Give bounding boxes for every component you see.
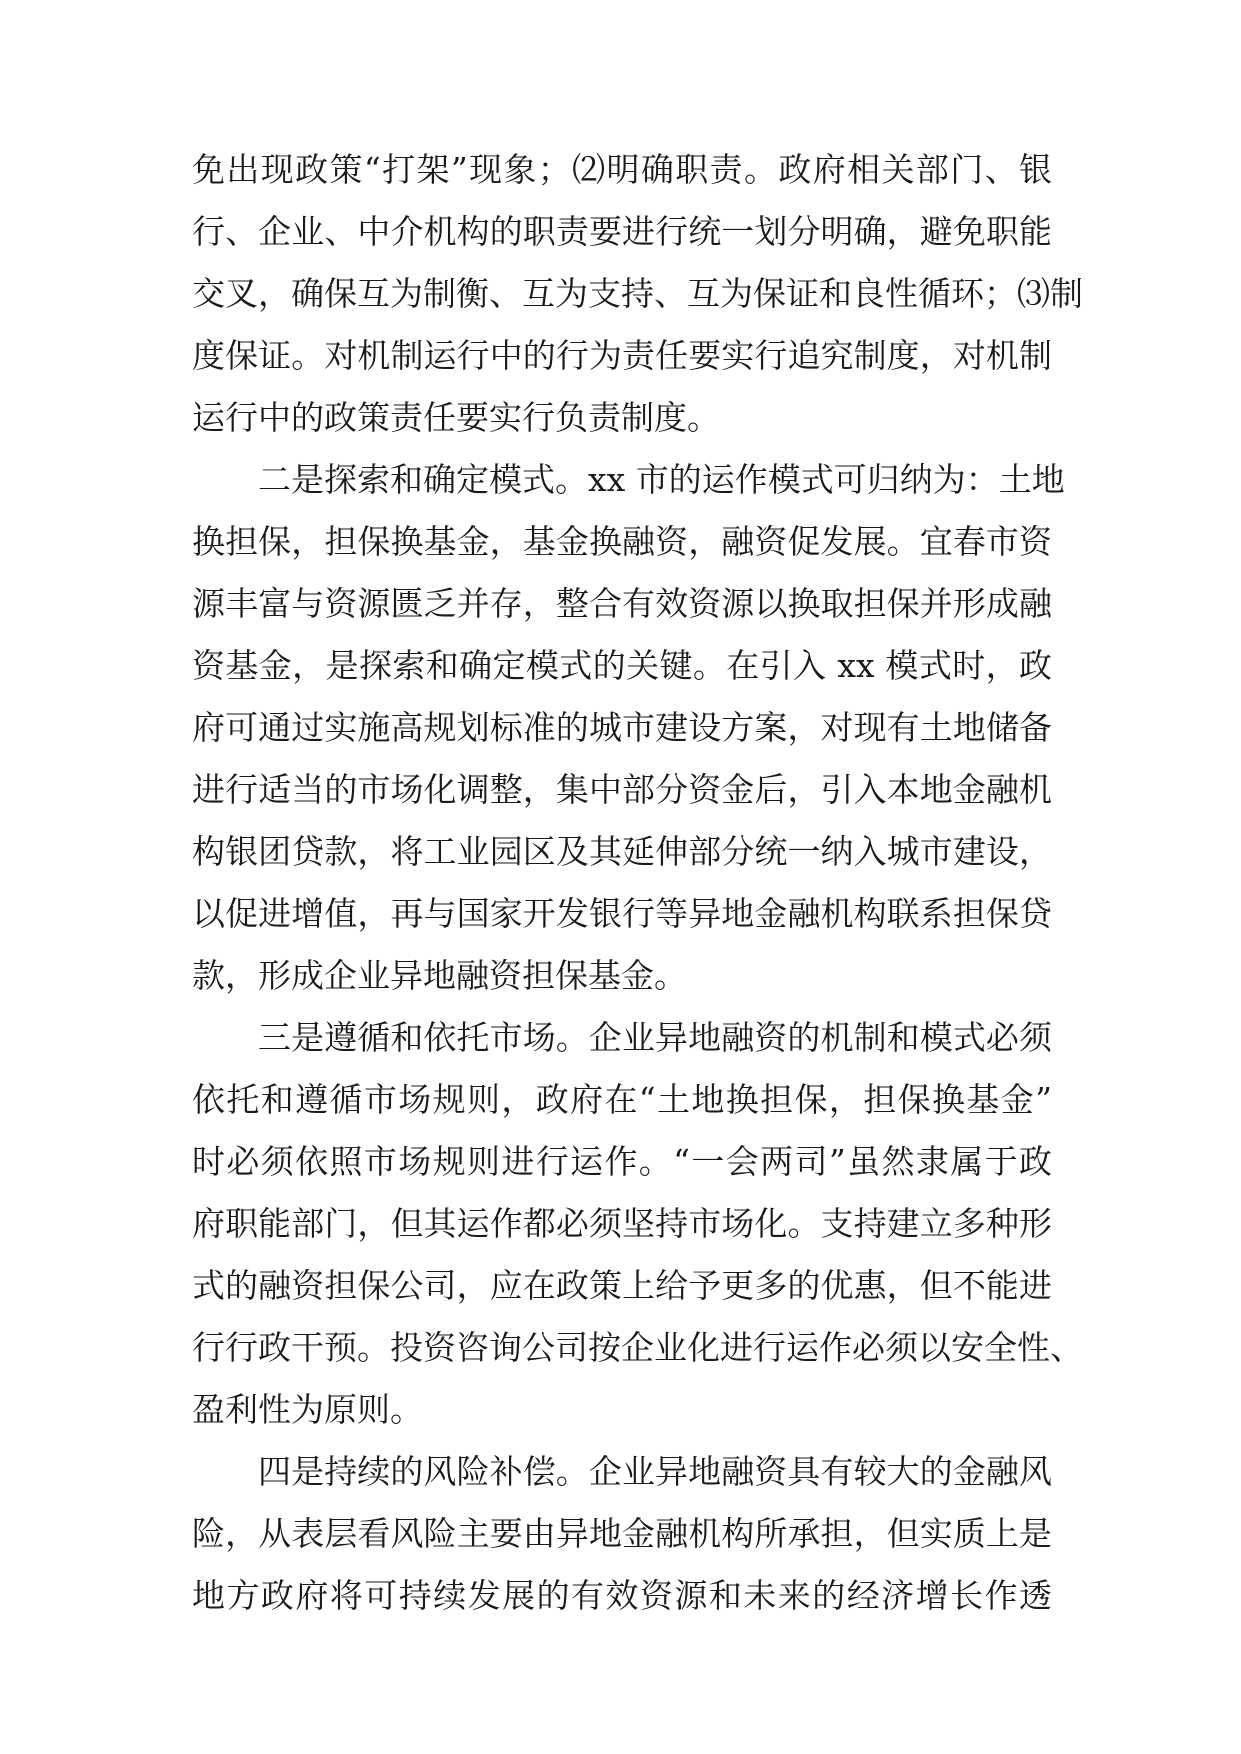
text-line: 款，形成企业异地融资担保基金。 <box>192 956 687 995</box>
text-line: 盈利性为原则。 <box>192 1390 423 1429</box>
text-line: 度保证。对机制运行中的行为责任要实行追究制度，对机制 <box>192 336 1052 375</box>
text-line: 府职能部门，但其运作都必须坚持市场化。支持建立多种形 <box>192 1204 1052 1243</box>
text-line: 源丰富与资源匮乏并存，整合有效资源以换取担保并形成融 <box>192 584 1052 623</box>
text-line: 地方政府将可持续发展的有效资源和未来的经济增长作透 <box>192 1576 1052 1615</box>
text-line: 资基金，是探索和确定模式的关键。在引入 xx 模式时，政 <box>192 646 1052 685</box>
text-line: 府可通过实施高规划标准的城市建设方案，对现有土地储备 <box>192 708 1052 747</box>
paragraph-first-line: 三是遵循和依托市场。企业异地融资的机制和模式必须 <box>258 1018 1052 1057</box>
paragraph-first-line: 四是持续的风险补偿。企业异地融资具有较大的金融风 <box>258 1452 1052 1491</box>
text-line: 式的融资担保公司，应在政策上给予更多的优惠，但不能进 <box>192 1266 1052 1305</box>
text-line: 时必须依照市场规则进行运作。“一会两司”虽然隶属于政 <box>192 1142 1052 1181</box>
text-line: 交叉，确保互为制衡、互为支持、互为保证和良性循环；⑶制 <box>192 274 1083 313</box>
text-line: 行行政干预。投资咨询公司按企业化进行运作必须以安全性、 <box>192 1328 1083 1367</box>
text-line: 构银团贷款，将工业园区及其延伸部分统一纳入城市建设， <box>192 832 1052 871</box>
text-line: 进行适当的市场化调整，集中部分资金后，引入本地金融机 <box>192 770 1052 809</box>
text-line: 依托和遵循市场规则，政府在“土地换担保，担保换基金” <box>192 1080 1052 1119</box>
text-line: 险，从表层看风险主要由异地金融机构所承担，但实质上是 <box>192 1514 1052 1553</box>
text-line: 免出现政策“打架”现象；⑵明确职责。政府相关部门、银 <box>192 150 1052 189</box>
text-line: 行、企业、中介机构的职责要进行统一划分明确，避免职能 <box>192 212 1052 251</box>
text-line: 以促进增值，再与国家开发银行等异地金融机构联系担保贷 <box>192 894 1052 933</box>
paragraph-first-line: 二是探索和确定模式。xx 市的运作模式可归纳为：土地 <box>258 460 1065 499</box>
text-line: 运行中的政策责任要实行负责制度。 <box>192 398 720 437</box>
text-line: 换担保，担保换基金，基金换融资，融资促发展。宜春市资 <box>192 522 1052 561</box>
